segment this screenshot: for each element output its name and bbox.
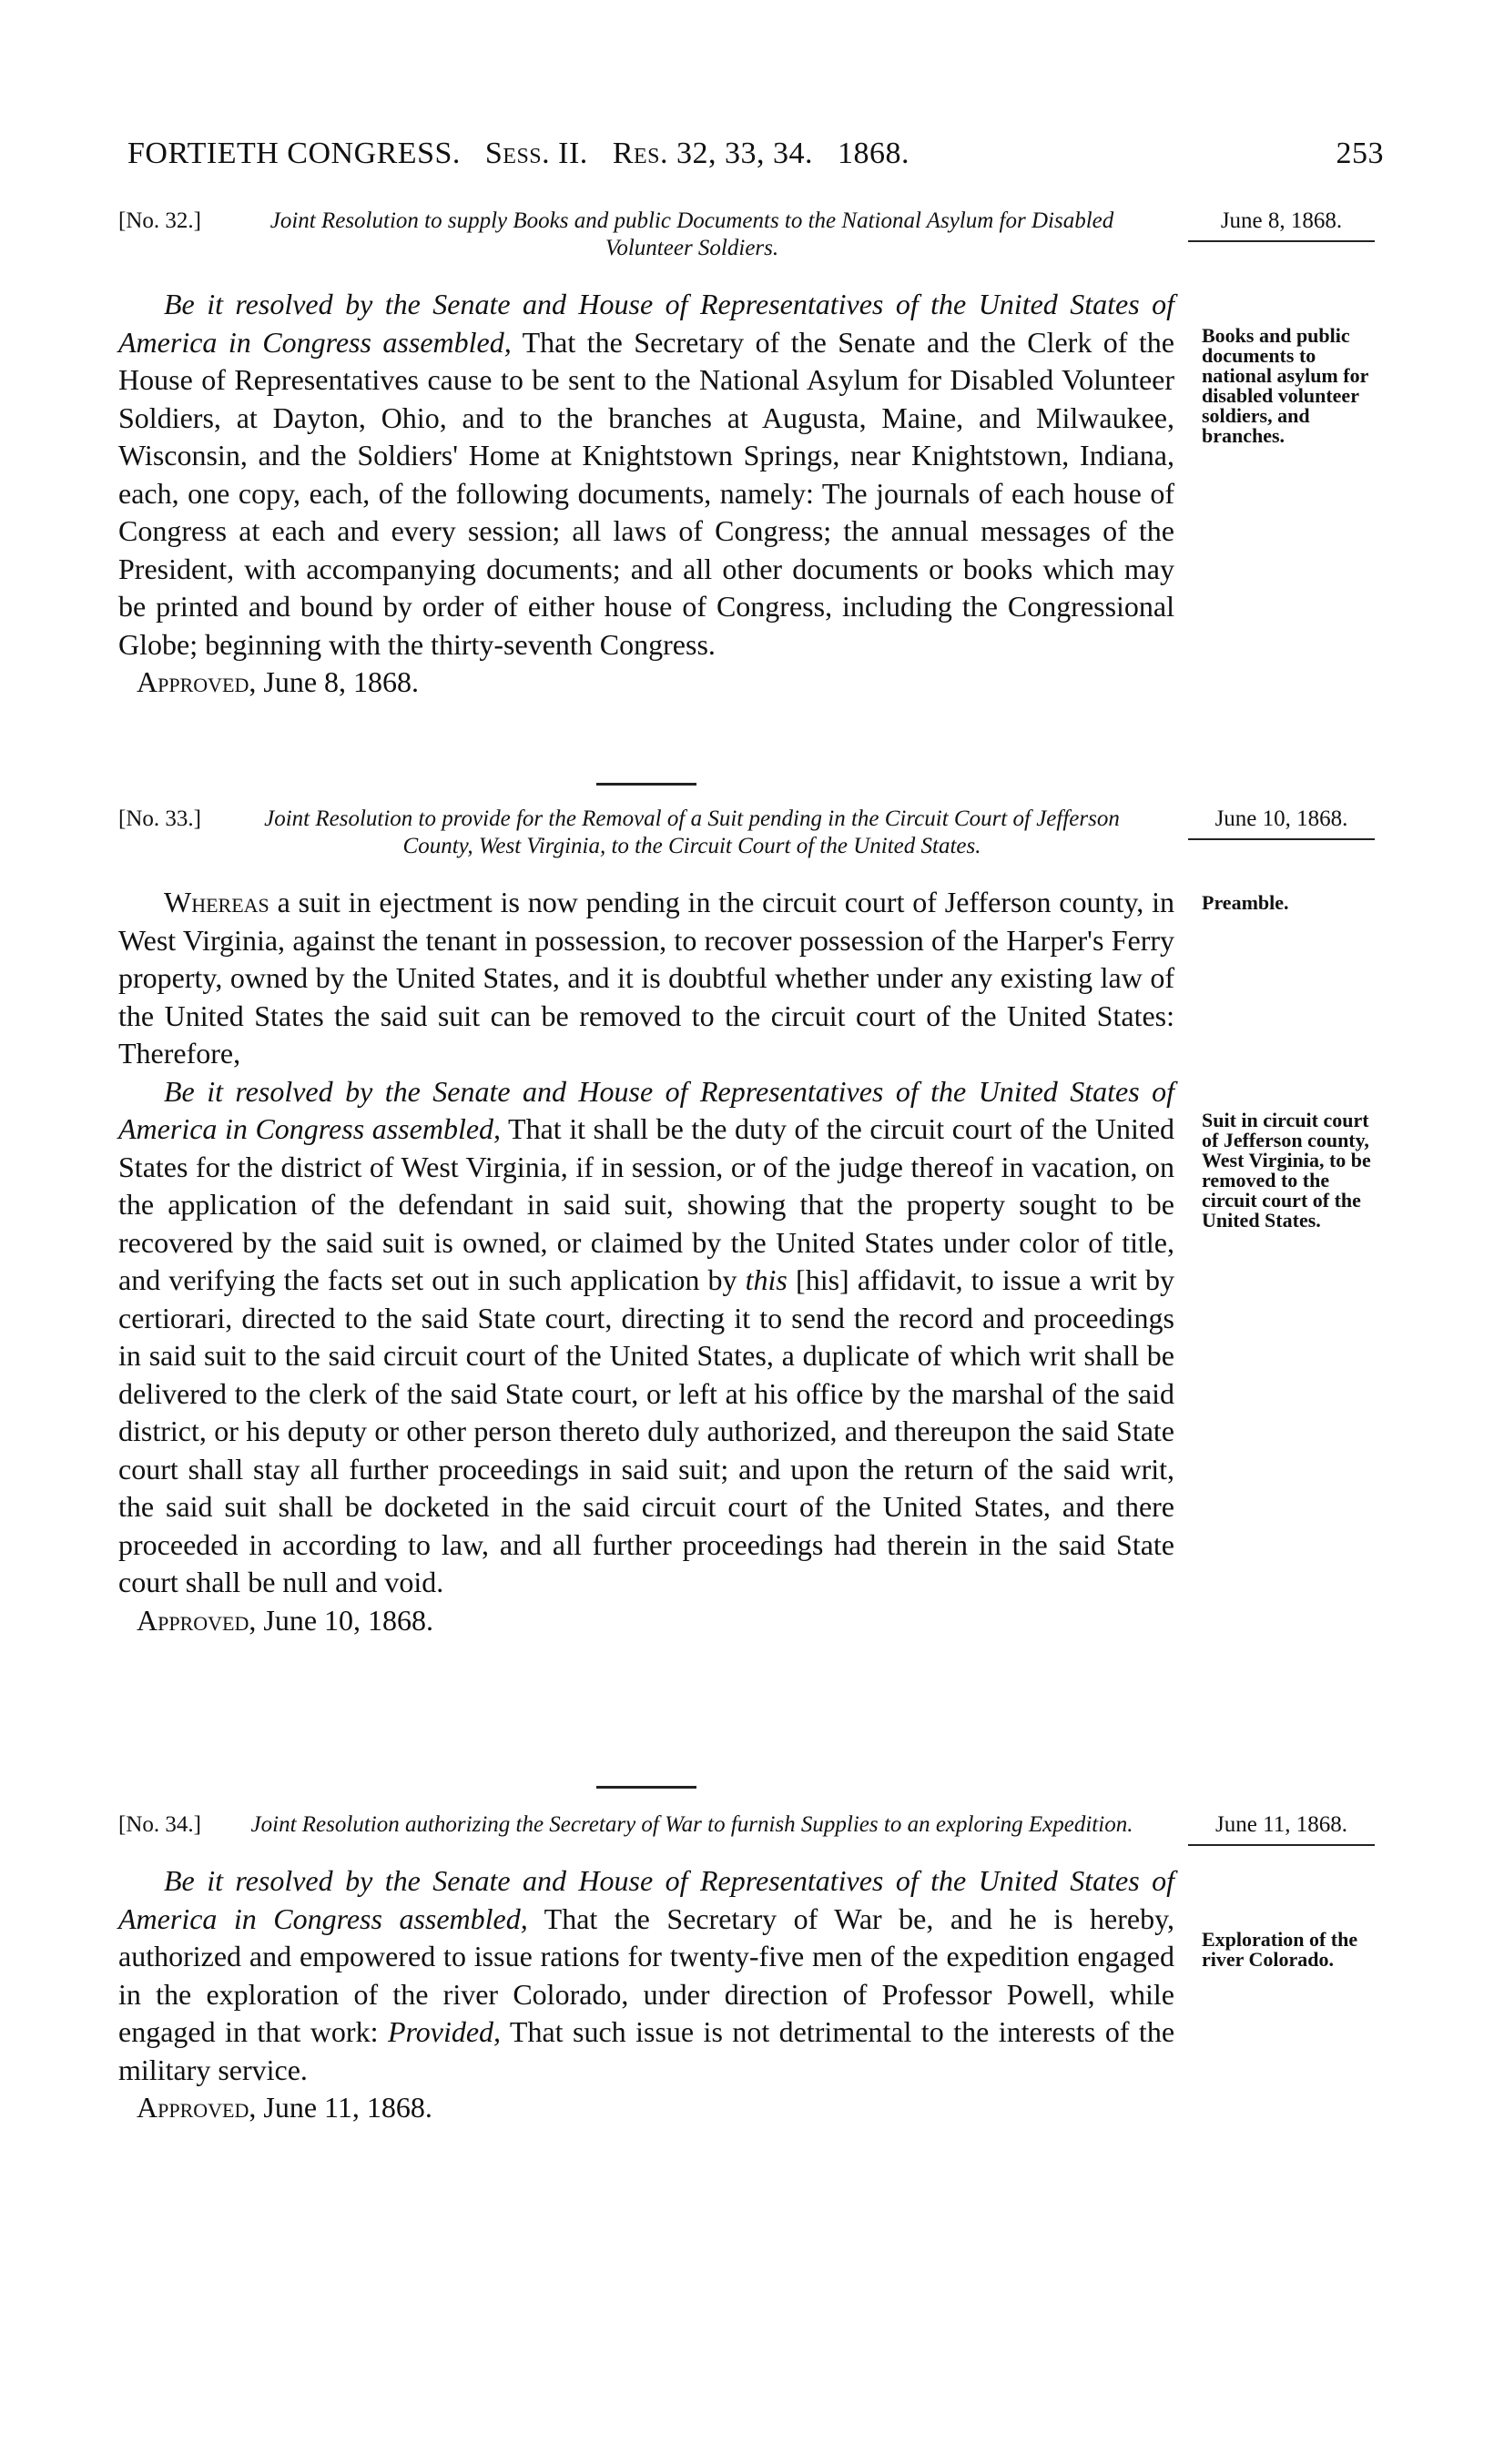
- resolution-text-continued: affidavit, to issue a writ by certiorari, directed to the said State court, directing it to send the record and proceedings in said suit to the said circuit court of the United States, a duplicate of which writ shall be delivered to the clerk of the said State court, or left at his office by the marshal of the said district, or his deputy or other person thereto duly authorized, and thereupon the said State court shall stay all further proceedings in said suit; and upon the return of the said writ, the said suit shall be docketed in the said circuit court of the United States, and there proceeded in according to law, and all further proceedings had therein in the said State court shall be null and void.: [118, 1263, 1175, 1598]
- approved-date: June 11, 1868.: [263, 2091, 432, 2124]
- running-head: [127, 137, 1384, 171]
- approved-date: June 8, 1868.: [263, 665, 420, 698]
- congress-label: FORTIETH CONGRESS.: [127, 137, 461, 170]
- resolution-34: [118, 1811, 1393, 2127]
- approved-label: Approved,: [137, 2091, 257, 2124]
- resolution-text: That the Secretary of War be, and he is hereby, authorized and empowered to issue rations for twenty-five men of the expedition engaged in the exploration of the river Colorado, under direction of Professor Powell, while engaged in that work:: [118, 1901, 1175, 2048]
- section-divider: [596, 783, 696, 786]
- resolution-32: [118, 208, 1393, 702]
- resolution-header: [118, 806, 1393, 860]
- session-label: Sess. II.: [484, 137, 588, 170]
- proviso-label: Provided,: [387, 2015, 502, 2048]
- preamble-lead: Whereas: [164, 886, 269, 918]
- resolution-header: [118, 208, 1393, 262]
- resolution-number: [No. 33.]: [118, 806, 201, 831]
- approved-date: June 10, 1868.: [263, 1603, 434, 1637]
- approved-label: Approved,: [137, 665, 257, 698]
- resolution-title: Joint Resolution authorizing the Secretary of War to furnish Supplies to an exploring Expedition.: [250, 1812, 1133, 1837]
- resolution-title: Joint Resolution to provide for the Removal of a Suit pending in the Circuit Court of Jefferson County, West Virginia, to the Circuit Court of the United States.: [264, 806, 1120, 858]
- margin-note: Exploration of the river Colorado.: [1202, 1928, 1358, 1971]
- page-number: 253: [1336, 137, 1384, 170]
- proviso-text: That such issue is not detrimental to the interests of the military service.: [118, 2015, 1175, 2086]
- resolution-text: That it shall be the duty of the circuit court of the United States for the district of West Virginia, if in session, or of the judge thereof in vacation, on the application of the defendant in said suit, showing that the property sought to be recovered by the said suit is owned, or claimed by the United States under color of title, and verifying the facts set out in such application by: [118, 1112, 1175, 1296]
- margin-note: Books and public documents to national asylum for disabled volunteer soldiers, and branches.: [1202, 324, 1368, 447]
- enacting-clause: Be it resolved by the Senate and House of Representatives of the United States of America in Congress assembled,: [118, 288, 1174, 359]
- resolution-date: June 8, 1868.: [1188, 208, 1375, 242]
- enacting-clause: Be it resolved by the Senate and House of Representatives of the United States of America in Congress assembled,: [118, 1864, 1174, 1935]
- resolution-date: June 11, 1868.: [1188, 1811, 1375, 1846]
- resolution-text: That the Secretary of the Senate and the Clerk of the House of Representatives cause to be sent to the National Asylum for Disabled Volunteer Soldiers, at Dayton, Ohio, and to the branches at Augusta, Maine, and Milwaukee, Wisconsin, and the Soldiers' Home at Knightstown Springs, near Knightstown, Indiana, each, one copy, each, of the following documents, namely: The journals of each house of Congress at each and every session; all laws of Congress; the annual messages of the President, with accompanying documents; and all other documents or books which may be printed and bound by order of either house of Congress, including the Congressional Globe; beginning with the thirty-seventh Congress.: [118, 325, 1175, 661]
- resolution-body: [118, 884, 1174, 1639]
- bracket-correction: [his]: [796, 1263, 849, 1296]
- resolution-body: [118, 286, 1174, 702]
- resolution-header: [118, 1811, 1393, 1839]
- resolution-number: [No. 32.]: [118, 208, 201, 233]
- resolution-body: [118, 1862, 1174, 2127]
- preamble-note: Preamble.: [1202, 891, 1289, 914]
- resolution-number: [No. 34.]: [118, 1812, 201, 1837]
- section-divider: [596, 1786, 696, 1789]
- resolution-33: [118, 806, 1393, 1639]
- resolutions-label: Res. 32, 33, 34.: [612, 137, 813, 170]
- approved-label: Approved,: [137, 1603, 257, 1637]
- enacting-clause: Be it resolved by the Senate and House of Representatives of the United States of America in Congress assembled,: [118, 1074, 1174, 1145]
- resolution-date: June 10, 1868.: [1188, 806, 1375, 840]
- resolution-title: Joint Resolution to supply Books and public Documents to the National Asylum for Disabled Volunteer Soldiers.: [269, 208, 1114, 260]
- year-label: 1868.: [838, 137, 910, 170]
- margin-note: Suit in circuit court of Jefferson county, West Virginia, to be removed to the circuit court of the United States.: [1202, 1109, 1371, 1232]
- italic-word: this: [745, 1263, 788, 1296]
- preamble-text: a suit in ejectment is now pending in the circuit court of Jefferson county, in West Virginia, against the tenant in possession, to recover possession of the Harper's Ferry property, owned by the United States, and it is doubtful whether under any existing law of the United States the said suit can be removed to the circuit court of the United States: Therefore,: [118, 886, 1175, 1070]
